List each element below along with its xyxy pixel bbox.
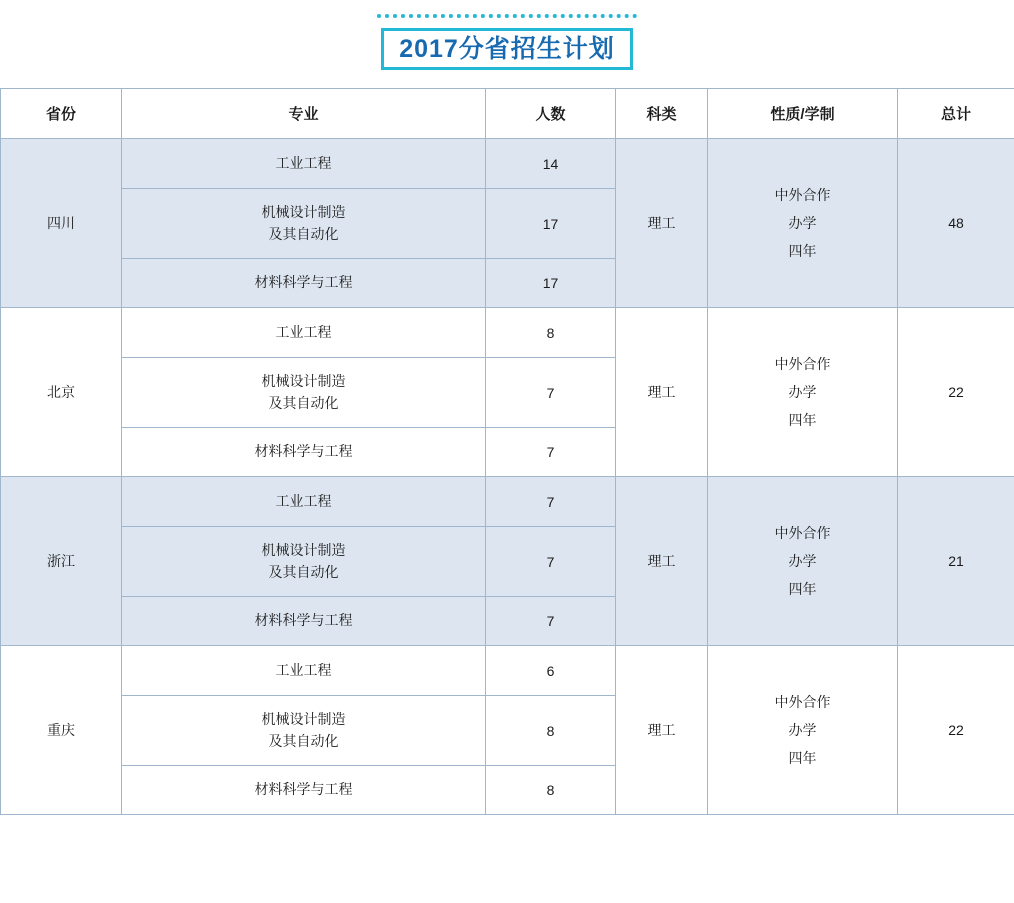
cell-count: 7 — [486, 477, 616, 527]
major-line-2: 及其自动化 — [268, 732, 339, 749]
type-line-3: 四年 — [788, 243, 817, 259]
cell-major — [122, 766, 486, 815]
major-line-1: 材料科学与工程 — [254, 781, 353, 798]
dotted-rule — [377, 14, 637, 18]
column-header-major: 专业 — [122, 89, 486, 139]
major-line-1: 机械设计制造 — [261, 203, 346, 220]
cell-major — [122, 189, 486, 259]
cell-major — [122, 428, 486, 477]
cell-major — [122, 259, 486, 308]
cell-total: 48 — [898, 139, 1014, 308]
cell-count: 17 — [486, 259, 616, 308]
cell-count: 8 — [486, 308, 616, 358]
table-row — [1, 139, 1014, 189]
column-header-type: 性质/学制 — [708, 89, 898, 139]
major-line-1: 材料科学与工程 — [254, 443, 353, 460]
table-row — [1, 646, 1014, 696]
major-line-2: 及其自动化 — [268, 563, 339, 580]
table-row — [1, 308, 1014, 358]
title-block — [0, 0, 1014, 88]
admission-plan-table — [0, 88, 1014, 815]
type-line-1: 中外合作 — [774, 525, 831, 541]
column-header-province: 省份 — [1, 89, 122, 139]
type-line-3: 四年 — [788, 750, 817, 766]
table-row — [1, 477, 1014, 527]
major-line-1: 材料科学与工程 — [254, 274, 353, 291]
cell-province: 浙江 — [1, 477, 122, 646]
title-banner — [381, 28, 633, 70]
table-header — [1, 89, 1014, 139]
type-line-3: 四年 — [788, 581, 817, 597]
cell-count: 8 — [486, 696, 616, 766]
major-line-1: 工业工程 — [275, 154, 332, 171]
cell-category: 理工 — [616, 308, 708, 477]
type-line-1: 中外合作 — [774, 187, 831, 203]
cell-major — [122, 139, 486, 189]
cell-count: 6 — [486, 646, 616, 696]
table-header-row — [1, 89, 1014, 139]
cell-category: 理工 — [616, 477, 708, 646]
cell-count: 14 — [486, 139, 616, 189]
cell-category: 理工 — [616, 139, 708, 308]
type-line-2: 办学 — [788, 553, 817, 569]
cell-type — [708, 139, 898, 308]
cell-province: 四川 — [1, 139, 122, 308]
major-line-1: 工业工程 — [275, 661, 332, 678]
cell-type — [708, 477, 898, 646]
cell-total: 22 — [898, 646, 1014, 815]
major-line-1: 工业工程 — [275, 323, 332, 340]
cell-count: 7 — [486, 428, 616, 477]
cell-major — [122, 597, 486, 646]
type-line-1: 中外合作 — [774, 356, 831, 372]
cell-major — [122, 696, 486, 766]
major-line-2: 及其自动化 — [268, 394, 339, 411]
type-line-3: 四年 — [788, 412, 817, 428]
major-line-1: 机械设计制造 — [261, 710, 346, 727]
type-line-2: 办学 — [788, 215, 817, 231]
cell-province: 北京 — [1, 308, 122, 477]
cell-count: 17 — [486, 189, 616, 259]
cell-total: 22 — [898, 308, 1014, 477]
column-header-total: 总计 — [898, 89, 1014, 139]
page-title: 2017分省招生计划 — [399, 34, 615, 63]
major-line-1: 机械设计制造 — [261, 541, 346, 558]
major-line-2: 及其自动化 — [268, 225, 339, 242]
cell-type — [708, 308, 898, 477]
type-line-2: 办学 — [788, 384, 817, 400]
column-header-category: 科类 — [616, 89, 708, 139]
cell-category: 理工 — [616, 646, 708, 815]
type-line-1: 中外合作 — [774, 694, 831, 710]
cell-major — [122, 646, 486, 696]
type-line-2: 办学 — [788, 722, 817, 738]
cell-total: 21 — [898, 477, 1014, 646]
cell-province: 重庆 — [1, 646, 122, 815]
table-body — [1, 139, 1014, 815]
major-line-1: 材料科学与工程 — [254, 612, 353, 629]
cell-count: 7 — [486, 527, 616, 597]
cell-count: 7 — [486, 358, 616, 428]
column-header-count: 人数 — [486, 89, 616, 139]
cell-major — [122, 308, 486, 358]
major-line-1: 机械设计制造 — [261, 372, 346, 389]
cell-major — [122, 527, 486, 597]
cell-count: 8 — [486, 766, 616, 815]
major-line-1: 工业工程 — [275, 492, 332, 509]
cell-count: 7 — [486, 597, 616, 646]
cell-type — [708, 646, 898, 815]
cell-major — [122, 477, 486, 527]
cell-major — [122, 358, 486, 428]
